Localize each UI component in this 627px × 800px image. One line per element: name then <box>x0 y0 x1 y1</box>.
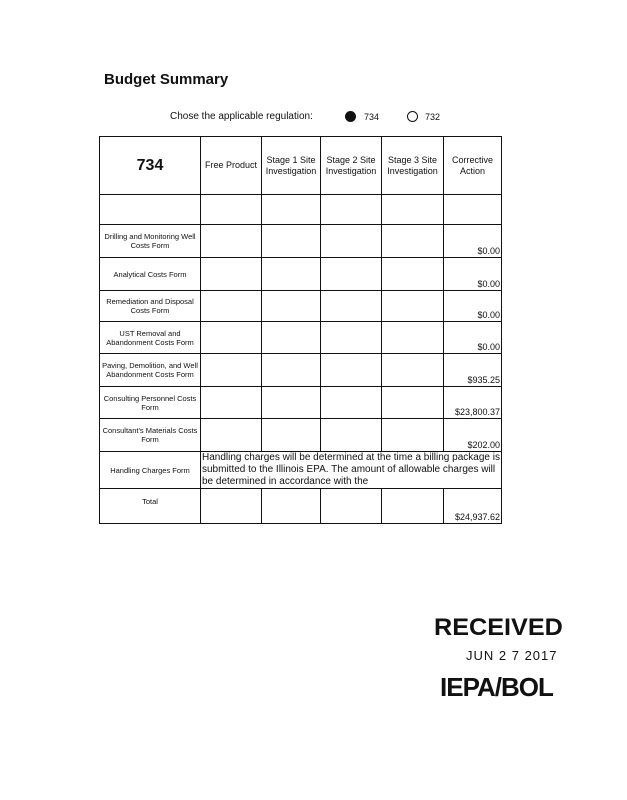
table-cell[interactable] <box>201 291 262 322</box>
table-cell[interactable] <box>444 195 502 225</box>
table-cell[interactable] <box>201 354 262 387</box>
table-row <box>100 291 502 322</box>
table-cell[interactable] <box>262 195 321 225</box>
corrective-action-value: $23,800.37 <box>444 387 502 419</box>
radio-734-label: 734 <box>364 112 380 122</box>
corrective-action-value: $0.00 <box>444 225 502 258</box>
row-label: Consulting Personnel Costs Form <box>100 387 201 419</box>
table-cell[interactable] <box>382 258 444 291</box>
header-stage2: Stage 2 Site Investigation <box>321 137 382 195</box>
table-cell[interactable] <box>262 387 321 419</box>
table-row <box>100 258 502 291</box>
stamp-date: JUN 2 7 2017 <box>466 648 558 663</box>
corrective-action-value: $935.25 <box>444 354 502 387</box>
table-cell[interactable] <box>382 387 444 419</box>
row-label: Remediation and Disposal Costs Form <box>100 291 201 322</box>
table-row <box>100 195 502 225</box>
table-row <box>100 489 502 524</box>
table-cell[interactable] <box>321 354 382 387</box>
stamp-received: RECEIVED <box>434 614 563 641</box>
header-stage1: Stage 1 Site Investigation <box>262 137 321 195</box>
total-value: $24,937.62 <box>444 489 502 524</box>
table-cell[interactable] <box>382 419 444 452</box>
table-cell[interactable] <box>262 291 321 322</box>
radio-734[interactable] <box>345 111 356 122</box>
header-free-product: Free Product <box>201 137 262 195</box>
handling-note: Handling charges will be determined at the time a billing package is submitted to the Illinois EPA. The amount of allowable charges will be determined in accordance with the <box>202 452 500 487</box>
table-cell <box>100 195 201 225</box>
table-cell <box>321 489 382 524</box>
budget-table <box>99 136 502 524</box>
regulation-label: Chose the applicable regulation: <box>170 111 313 122</box>
table-cell[interactable] <box>201 225 262 258</box>
row-label: UST Removal and Abandonment Costs Form <box>100 322 201 354</box>
table-row <box>100 225 502 258</box>
total-label: Total <box>100 489 201 524</box>
corrective-action-value: $0.00 <box>444 322 502 354</box>
radio-732-label: 732 <box>425 112 441 122</box>
header-stage3: Stage 3 Site Investigation <box>382 137 444 195</box>
table-cell <box>382 489 444 524</box>
header-regulation: 734 <box>100 137 201 195</box>
table-cell[interactable] <box>321 419 382 452</box>
table-row <box>100 354 502 387</box>
table-cell[interactable] <box>262 258 321 291</box>
table-cell[interactable] <box>262 322 321 354</box>
table-cell[interactable] <box>382 195 444 225</box>
table-cell <box>262 489 321 524</box>
table-cell[interactable] <box>382 291 444 322</box>
table-cell[interactable] <box>321 322 382 354</box>
table-cell[interactable] <box>382 322 444 354</box>
table-cell[interactable] <box>262 225 321 258</box>
row-label: Handling Charges Form <box>100 452 201 489</box>
table-cell[interactable] <box>321 195 382 225</box>
corrective-action-value: $0.00 <box>444 291 502 322</box>
page-title: Budget Summary <box>104 71 229 88</box>
table-cell[interactable] <box>321 225 382 258</box>
table-cell <box>201 489 262 524</box>
stamp-dept: IEPA/BOL <box>440 672 553 702</box>
header-corrective-action: Corrective Action <box>444 137 502 195</box>
table-cell[interactable] <box>201 387 262 419</box>
table-header-row <box>100 137 502 195</box>
radio-732[interactable] <box>407 111 418 122</box>
table-row <box>100 322 502 354</box>
table-cell[interactable] <box>201 258 262 291</box>
table-cell[interactable] <box>382 225 444 258</box>
row-label: Analytical Costs Form <box>100 258 201 291</box>
table-cell[interactable] <box>321 387 382 419</box>
table-cell[interactable] <box>262 354 321 387</box>
table-cell[interactable] <box>201 195 262 225</box>
table-row <box>100 452 502 489</box>
row-label: Consultant's Materials Costs Form <box>100 419 201 452</box>
table-row <box>100 419 502 452</box>
table-cell[interactable] <box>201 322 262 354</box>
corrective-action-value: $0.00 <box>444 258 502 291</box>
row-label: Paving, Demolition, and Well Abandonment Costs Form <box>100 354 201 387</box>
table-cell[interactable] <box>262 419 321 452</box>
row-label: Drilling and Monitoring Well Costs Form <box>100 225 201 258</box>
table-cell[interactable] <box>382 354 444 387</box>
table-row <box>100 387 502 419</box>
table-cell[interactable] <box>201 419 262 452</box>
table-cell[interactable] <box>321 291 382 322</box>
table-cell[interactable] <box>321 258 382 291</box>
corrective-action-value: $202.00 <box>444 419 502 452</box>
